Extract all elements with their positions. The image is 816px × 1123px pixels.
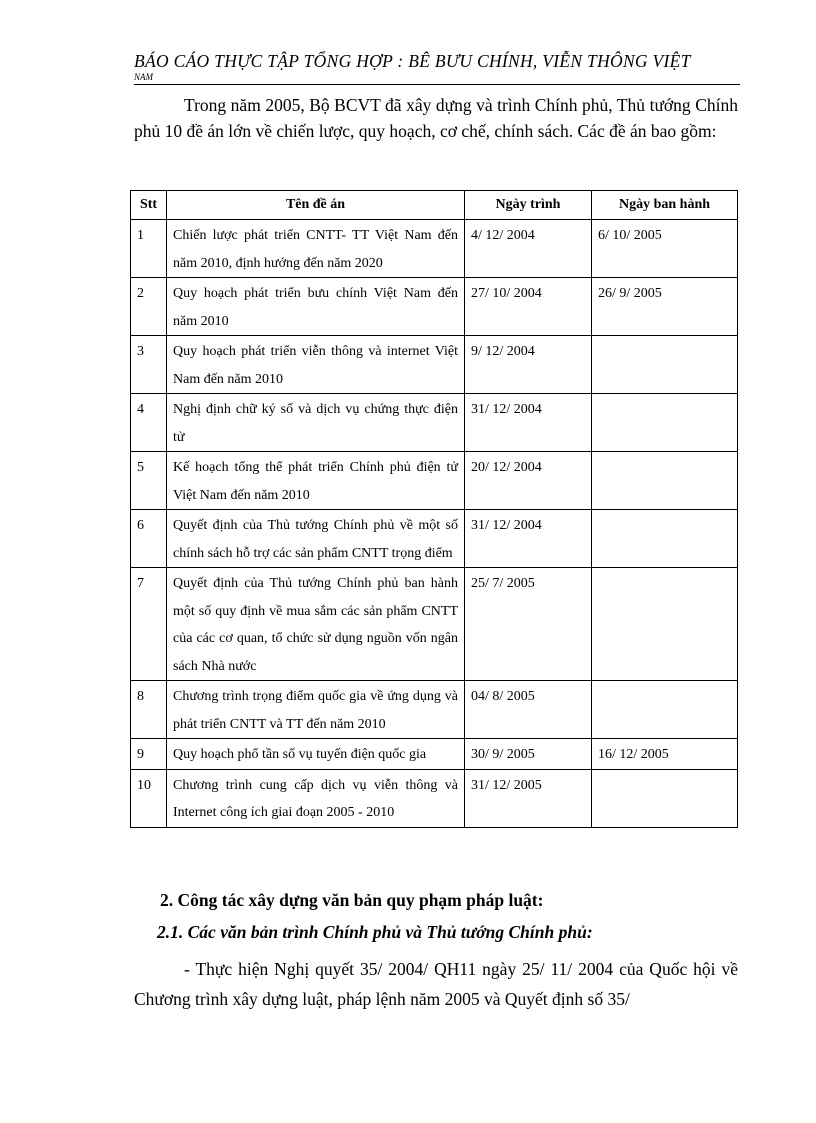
- cell-project-name: Quy hoạch phát triển bưu chính Việt Nam đến năm 2010: [167, 278, 465, 336]
- table-row: [131, 739, 738, 770]
- cell-issued-date: 16/ 12/ 2005: [592, 739, 738, 770]
- cell-issued-date: [592, 510, 738, 568]
- cell-submitted-date: 25/ 7/ 2005: [465, 568, 592, 681]
- table-header-row: [131, 191, 738, 220]
- header-submitted-date: Ngày trình: [465, 191, 592, 220]
- cell-stt: 9: [131, 739, 167, 770]
- page-header-title: BÁO CÁO THỰC TẬP TỔNG HỢP : BÊ BƯU CHÍNH, VIỄN THÔNG VIỆT: [134, 51, 691, 71]
- table-row: [131, 681, 738, 739]
- table-row: [131, 568, 738, 681]
- cell-stt: 2: [131, 278, 167, 336]
- table-row: [131, 394, 738, 452]
- section-2-heading: 2. Công tác xây dựng văn bản quy phạm pháp luật:: [160, 890, 544, 910]
- cell-project-name: Quyết định của Thủ tướng Chính phủ ban hành một số quy định về mua sắm các sản phẩm CNTT của các cơ quan, tổ chức sử dụng nguồn vốn ngân sách Nhà nước: [167, 568, 465, 681]
- cell-submitted-date: 31/ 12/ 2004: [465, 394, 592, 452]
- cell-issued-date: 26/ 9/ 2005: [592, 278, 738, 336]
- table-row: [131, 336, 738, 394]
- table-row: [131, 510, 738, 568]
- cell-issued-date: [592, 568, 738, 681]
- cell-issued-date: [592, 336, 738, 394]
- cell-submitted-date: 27/ 10/ 2004: [465, 278, 592, 336]
- cell-issued-date: [592, 769, 738, 827]
- intro-paragraph: Trong năm 2005, Bộ BCVT đã xây dựng và trình Chính phủ, Thủ tướng Chính phủ 10 đề án lớn về chiến lược, quy hoạch, cơ chế, chính sách. Các đề án bao gồm:: [134, 95, 738, 141]
- body-paragraph: - Thực hiện Nghị quyết 35/ 2004/ QH11 ngày 25/ 11/ 2004 của Quốc hội về Chương trình xây dựng luật, pháp lệnh năm 2005 và Quyết định số 35/: [134, 959, 738, 1009]
- projects-table: [130, 190, 738, 828]
- cell-stt: 3: [131, 336, 167, 394]
- header-stt: Stt: [131, 191, 167, 220]
- cell-submitted-date: 9/ 12/ 2004: [465, 336, 592, 394]
- cell-stt: 4: [131, 394, 167, 452]
- cell-stt: 5: [131, 452, 167, 510]
- header-divider: [134, 84, 740, 85]
- cell-project-name: Quy hoạch phát triển viễn thông và internet Việt Nam đến năm 2010: [167, 336, 465, 394]
- cell-submitted-date: 31/ 12/ 2005: [465, 769, 592, 827]
- cell-project-name: Nghị định chữ ký số và dịch vụ chứng thực điện tử: [167, 394, 465, 452]
- header-issued-date: Ngày ban hành: [592, 191, 738, 220]
- cell-stt: 10: [131, 769, 167, 827]
- section-2-1-heading: 2.1. Các văn bản trình Chính phủ và Thủ tướng Chính phủ:: [157, 922, 593, 942]
- cell-issued-date: [592, 681, 738, 739]
- table-row: [131, 220, 738, 278]
- cell-submitted-date: 31/ 12/ 2004: [465, 510, 592, 568]
- cell-issued-date: [592, 452, 738, 510]
- table-row: [131, 769, 738, 827]
- cell-issued-date: 6/ 10/ 2005: [592, 220, 738, 278]
- cell-project-name: Chiến lược phát triển CNTT- TT Việt Nam đến năm 2010, định hướng đến năm 2020: [167, 220, 465, 278]
- cell-project-name: Chương trình trọng điểm quốc gia về ứng dụng và phát triển CNTT và TT đến năm 2010: [167, 681, 465, 739]
- cell-stt: 6: [131, 510, 167, 568]
- header-project-name: Tên đề án: [167, 191, 465, 220]
- cell-project-name: Chương trình cung cấp dịch vụ viễn thông và Internet công ích giai đoạn 2005 - 2010: [167, 769, 465, 827]
- cell-project-name: Quy hoạch phổ tần số vụ tuyến điện quốc gia: [167, 739, 465, 770]
- cell-stt: 7: [131, 568, 167, 681]
- cell-issued-date: [592, 394, 738, 452]
- cell-submitted-date: 4/ 12/ 2004: [465, 220, 592, 278]
- cell-project-name: Kế hoạch tổng thể phát triển Chính phủ điện tử Việt Nam đến năm 2010: [167, 452, 465, 510]
- table-row: [131, 452, 738, 510]
- page-header-subtitle: NAM: [134, 72, 153, 82]
- cell-stt: 1: [131, 220, 167, 278]
- table-row: [131, 278, 738, 336]
- cell-submitted-date: 30/ 9/ 2005: [465, 739, 592, 770]
- cell-project-name: Quyết định của Thủ tướng Chính phủ về một số chính sách hỗ trợ các sản phẩm CNTT trọng điểm: [167, 510, 465, 568]
- cell-stt: 8: [131, 681, 167, 739]
- cell-submitted-date: 04/ 8/ 2005: [465, 681, 592, 739]
- cell-submitted-date: 20/ 12/ 2004: [465, 452, 592, 510]
